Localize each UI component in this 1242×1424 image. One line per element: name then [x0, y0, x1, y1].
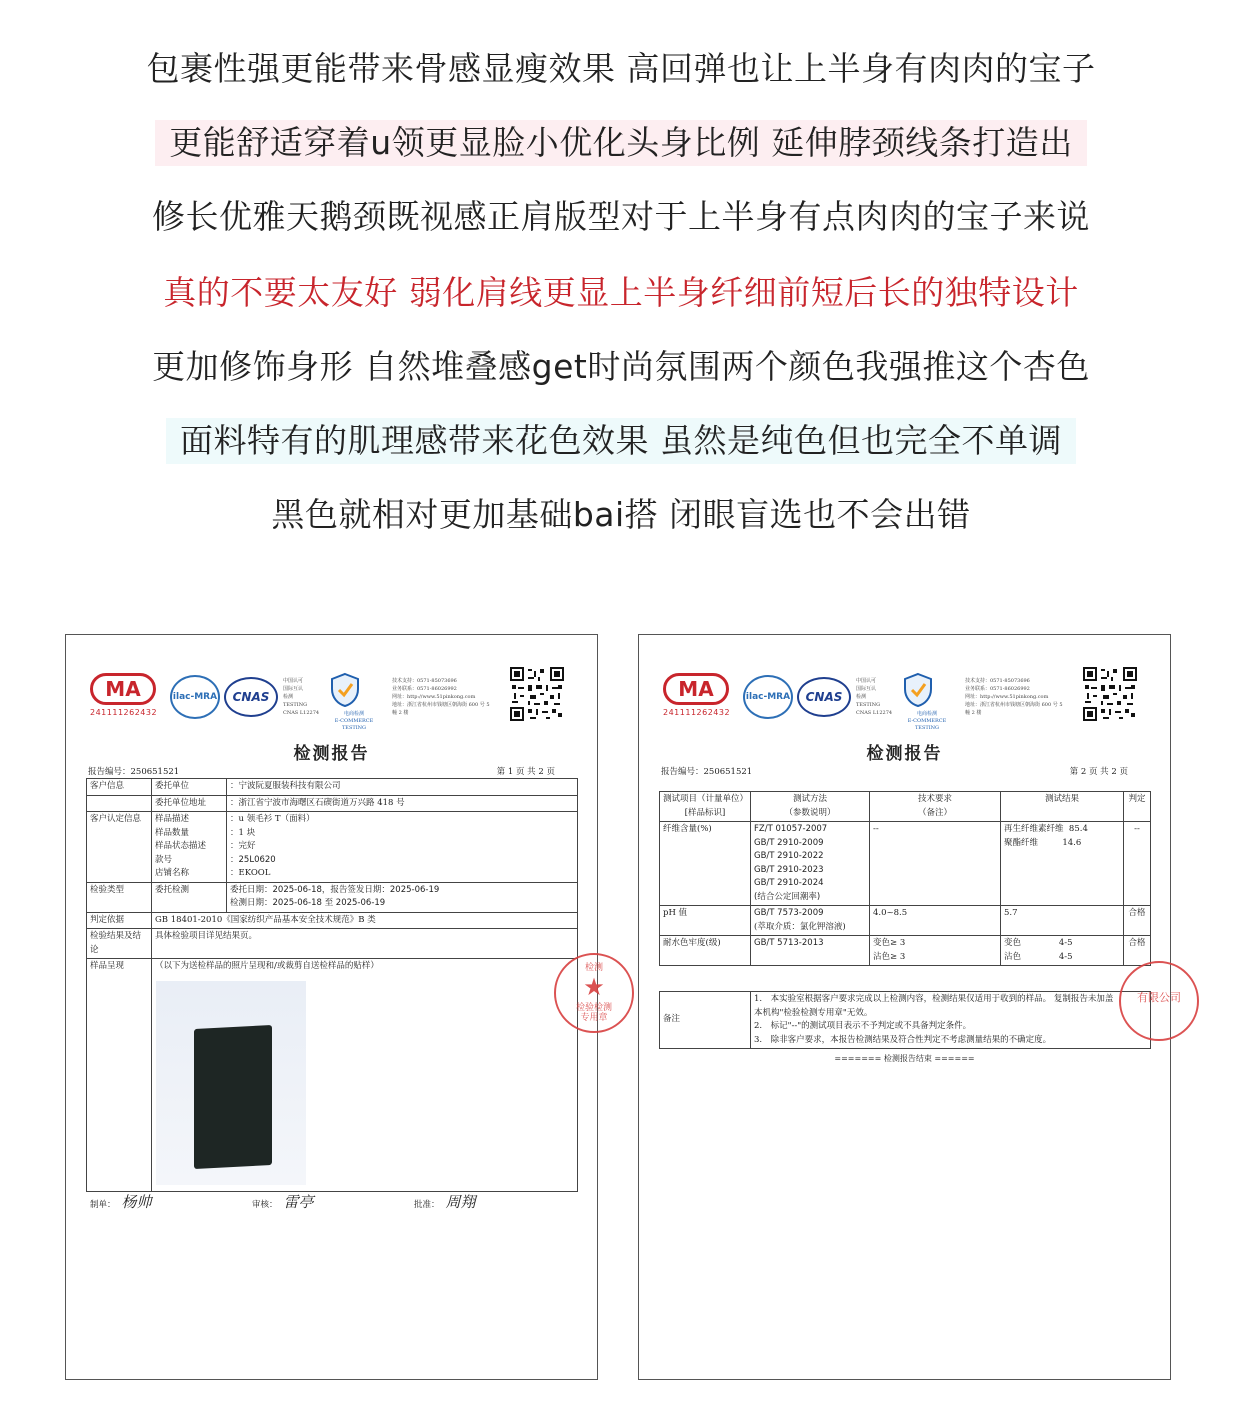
notes-label: 备注: [660, 992, 751, 1049]
sample-info-values: ：u 领毛衫 T（面料） ：1 块 ：完好 ：25L0620 ：EKOOL: [227, 812, 578, 883]
report-info-table: 客户信息 委托单位 ：宁波阮夏服装科技有限公司 委托单位地址 ：浙江省宁波市海曙区石碶街道万兴路 418 号 客户认定信息 样品描述 样品数量 样品状态描述 款号 店铺名称 ：u 领毛衫 T（面料） ：1 块 ：完好 ：25L0620 ：EKOOL 检验类型 委托检测 委托日期：2025-06-18，报告签发日期：2025-06-19 检测日期：2025-06-18 至 2025-06-19 判定依据 GB 18401-2010《国家纺织产品基本安全技术规范》B 类 检验结果及结论 具体检验项目详见结果页。 样品呈现 （以下为送检样品的照片呈现和/或裁剪自送检样品的贴样）: [86, 778, 578, 1192]
conclusion-value: 具体检验项目详见结果页。: [152, 929, 578, 959]
cma-logo: MA 241111262432: [663, 673, 729, 723]
ecommerce-testing-logo: 电商检测 E-COMMERCE TESTING: [330, 673, 378, 723]
qr-code-icon: [1083, 667, 1137, 721]
shield-check-icon: [330, 673, 360, 707]
notes-content: 1. 本实验室根据客户要求完成以上检测内容，检测结果仅适用于收到的样品。 复制报告未加盖 本机构"检验检测专用章"无效。 2. 标记"--"的测试项目表示不予判定或不具备判定条件。 3. 除非客户要求，本报告检测结果及符合性判定不考虑测量结果的不确定度。: [751, 992, 1151, 1049]
copy-line-7: 黑色就相对更加基础bai搭 闭眼盲选也不会出错: [271, 495, 971, 534]
shield-check-icon: [903, 673, 933, 707]
contact-info: 技术支持：0571-85073696 业务联系：0571-86026992 网址：http://www.51pinkong.com 地址：浙江省杭州市钱塘区朝海街 600 号 5 幢 2 楼: [392, 678, 490, 716]
report-title: 检测报告: [866, 744, 943, 764]
col-header-result: 测试结果: [1001, 792, 1124, 822]
report-title: 检测报告: [293, 744, 370, 764]
sample-show-label: 样品呈现: [87, 959, 152, 1192]
table-row: 纤维含量(%) FZ/T 01057-2007 GB/T 2910-2009 GB/T 2910-2022 GB/T 2910-2023 GB/T 2910-2024 (结合公定回潮率) -- 再生纤维素纤维 85.4 聚酯纤维 14.6 --: [660, 822, 1151, 906]
qr-code-icon: [510, 667, 564, 721]
approved-by: 批准： 周翔: [414, 1193, 476, 1211]
black-knit-fabric-sample: [194, 1025, 272, 1169]
report-end-marker: ======= 检测报告结束 ======: [834, 1054, 975, 1063]
test-type-value: 委托检测: [152, 882, 227, 912]
star-icon: ★: [583, 973, 605, 1001]
basis-label: 判定依据: [87, 912, 152, 929]
ecommerce-testing-logo: 电商检测 E-COMMERCE TESTING: [903, 673, 951, 723]
sample-show-value: （以下为送检样品的照片呈现和/或裁剪自送检样品的贴样）: [152, 959, 578, 1192]
col-header-judgement: 判定: [1124, 792, 1151, 822]
entrust-addr-value: ：浙江省宁波市海曙区石碶街道万兴路 418 号: [227, 795, 578, 812]
table-row: pH 值 GB/T 7573-2009 (萃取介质：氯化钾溶液) 4.0~8.5 5.7 合格: [660, 906, 1151, 936]
copy-line-1: 包裹性强更能带来骨感显瘦效果 高回弹也让上半身有肉肉的宝子: [146, 49, 1096, 88]
entrust-unit-value: ：宁波阮夏服装科技有限公司: [227, 779, 578, 796]
cert-text: 中国认可 国际互认 检测 TESTING CNAS L12274: [283, 678, 320, 716]
copy-line-2: 更能舒适穿着u领更显脸小优化头身比例 延伸脖颈线条打造出: [0, 120, 1242, 166]
contact-info: 技术支持：0571-85073696 业务联系：0571-86026992 网址：http://www.51pinkong.com 地址：浙江省杭州市钱塘区朝海街 600 号 5 幢 2 楼: [965, 678, 1063, 716]
test-type-label: 检验类型: [87, 882, 152, 912]
company-stamp: 有限公司: [1119, 961, 1199, 1041]
inspection-stamp: 检测 ★ 检验检测 专用章: [554, 953, 634, 1033]
report-header: [663, 673, 1143, 731]
cert-text: 中国认可 国际互认 检测 TESTING CNAS L12274: [856, 678, 893, 716]
conclusion-label: 检验结果及结论: [87, 929, 152, 959]
entrust-addr-label: 委托单位地址: [152, 795, 227, 812]
page-indicator: 第 2 页 共 2 页: [1069, 767, 1128, 777]
report-number: 报告编号：250651521: [88, 767, 180, 777]
ilac-mra-logo: ilac-MRA: [743, 675, 793, 719]
audited-by: 审核： 雷亭: [252, 1193, 314, 1211]
cnas-logo: CNAS: [224, 677, 278, 717]
sample-photo: [156, 981, 306, 1185]
copy-line-5: 更加修饰身形 自然堆叠感get时尚氛围两个颜色我强推这个杏色: [152, 347, 1090, 386]
table-row: 耐水色牢度(级) GB/T 5713-2013 变色≥ 3 沾色≥ 3 变色 4-5 沾色 4-5 合格: [660, 936, 1151, 966]
client-info-label: 客户信息: [87, 779, 152, 796]
cma-logo: MA 241111262432: [90, 673, 156, 723]
entrust-unit-label: 委托单位: [152, 779, 227, 796]
notes-table: [659, 991, 1151, 1049]
copy-line-6: 面料特有的肌理感带来花色效果 虽然是纯色但也完全不单调: [0, 418, 1242, 464]
col-header-method: 测试方法 （参数说明）: [751, 792, 870, 822]
col-header-requirement: 技术要求 （备注）: [870, 792, 1001, 822]
copy-line-3: 修长优雅天鹅颈既视感正肩版型对于上半身有点肉肉的宝子来说: [152, 197, 1090, 236]
copy-line-4: 真的不要太友好 弱化肩线更显上半身纤细前短后长的独特设计: [163, 273, 1079, 312]
col-header-item: 测试项目（计量单位） [样品标识]: [660, 792, 751, 822]
page-indicator: 第 1 页 共 2 页: [496, 767, 555, 777]
ilac-mra-logo: ilac-MRA: [170, 675, 220, 719]
cnas-logo: CNAS: [797, 677, 851, 717]
test-dates: 委托日期：2025-06-18，报告签发日期：2025-06-19 检测日期：2025-06-18 至 2025-06-19: [227, 882, 578, 912]
report-header: [90, 673, 570, 731]
test-report-page-2: [638, 634, 1181, 1380]
basis-value: GB 18401-2010《国家纺织产品基本安全技术规范》B 类: [152, 912, 578, 929]
report-number: 报告编号：250651521: [661, 767, 753, 777]
test-results-table: [659, 791, 1151, 966]
test-report-page-1: [65, 634, 612, 1380]
confirm-info-label: 客户认定信息: [87, 812, 152, 883]
made-by: 制单： 杨帅: [90, 1193, 152, 1211]
